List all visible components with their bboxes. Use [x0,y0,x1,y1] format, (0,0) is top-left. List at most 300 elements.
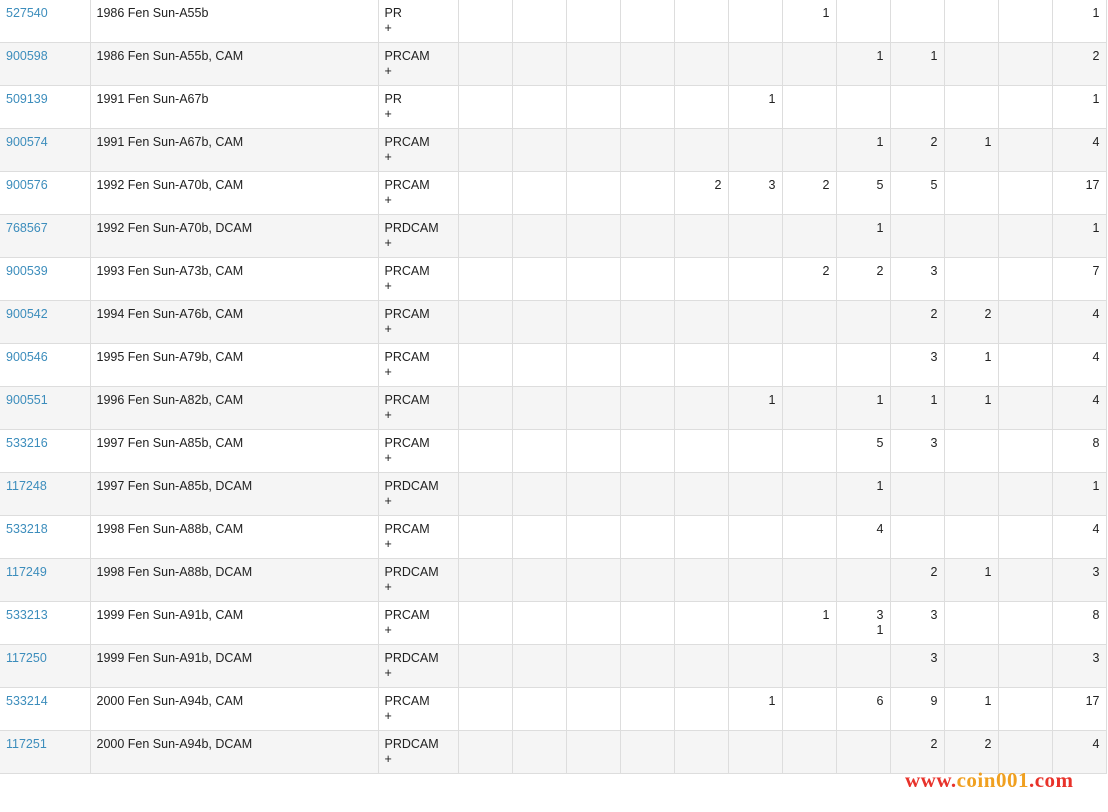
grade-plus-label: + [384,451,392,465]
cell-grade-type [378,602,458,645]
grade-plus-label: + [384,236,392,250]
cell-coin-id[interactable]: 533214 [0,688,90,731]
cell-grade-count [458,387,512,430]
cell-grade-count: 1 [728,688,782,731]
cell-grade-count [998,215,1052,258]
grade-type-label: PRCAM [384,436,430,450]
table-row [0,215,1106,258]
cell-coin-name: 1991 Fen Sun-A67b [90,86,378,129]
cell-grade-count [566,172,620,215]
cell-grade-type [378,516,458,559]
cell-grade-count [998,688,1052,731]
cell-coin-name: 1986 Fen Sun-A55b, CAM [90,43,378,86]
cell-grade-count [620,344,674,387]
cell-grade-count [512,559,566,602]
cell-grade-count [674,215,728,258]
cell-grade-count: 2 [890,559,944,602]
table-row [0,258,1106,301]
cell-grade-count [566,559,620,602]
grade-plus-label: + [384,279,392,293]
cell-grade-count [458,344,512,387]
cell-grade-count [782,215,836,258]
cell-grade-count [944,258,998,301]
cell-grade-count [620,86,674,129]
cell-grade-count [512,301,566,344]
grade-plus-label: + [384,322,392,336]
cell-grade-count: 1 [836,129,890,172]
cell-coin-id[interactable]: 900546 [0,344,90,387]
cell-total: 4 [1052,344,1106,387]
cell-grade-count [674,645,728,688]
cell-grade-count [674,731,728,774]
cell-total: 7 [1052,258,1106,301]
grade-plus-label: + [384,150,392,164]
grade-plus-label: + [384,193,392,207]
cell-grade-count [620,387,674,430]
cell-grade-count [728,43,782,86]
cell-coin-id[interactable]: 533213 [0,602,90,645]
cell-grade-count: 3 [890,645,944,688]
cell-coin-id[interactable]: 117249 [0,559,90,602]
cell-grade-count [998,43,1052,86]
grade-count-value: 1 [876,623,884,637]
grade-plus-label: + [384,580,392,594]
cell-grade-count [674,473,728,516]
cell-total: 4 [1052,387,1106,430]
cell-grade-count: 2 [674,172,728,215]
table-row [0,0,1106,43]
cell-grade-count [782,516,836,559]
table-row [0,129,1106,172]
cell-grade-count [998,430,1052,473]
cell-coin-id[interactable]: 117251 [0,731,90,774]
grade-type-label: PRDCAM [384,479,439,493]
cell-grade-count: 6 [836,688,890,731]
cell-grade-count [566,645,620,688]
grade-type-label: PRCAM [384,135,430,149]
cell-grade-count [566,688,620,731]
cell-grade-type [378,0,458,43]
cell-grade-count [998,0,1052,43]
cell-grade-count [836,344,890,387]
cell-grade-type [378,430,458,473]
cell-total: 3 [1052,559,1106,602]
cell-coin-name: 1994 Fen Sun-A76b, CAM [90,301,378,344]
cell-coin-name: 2000 Fen Sun-A94b, CAM [90,688,378,731]
cell-grade-type [378,258,458,301]
cell-coin-name: 1998 Fen Sun-A88b, DCAM [90,559,378,602]
cell-grade-count [620,215,674,258]
watermark-com: .com [1028,768,1074,792]
cell-grade-count [512,344,566,387]
grade-plus-label: + [384,365,392,379]
cell-grade-count [566,430,620,473]
cell-total: 8 [1052,602,1106,645]
cell-grade-count [512,387,566,430]
cell-grade-count [566,43,620,86]
cell-grade-count [836,301,890,344]
grade-plus-label: + [384,494,392,508]
cell-total: 1 [1052,473,1106,516]
cell-grade-count: 1 [944,129,998,172]
cell-grade-count [512,645,566,688]
table-row [0,731,1106,774]
cell-grade-count: 3 [890,602,944,645]
cell-grade-count [458,86,512,129]
table-row [0,473,1106,516]
cell-total: 8 [1052,430,1106,473]
cell-grade-count [782,731,836,774]
grade-type-label: PRCAM [384,307,430,321]
cell-grade-count [944,0,998,43]
cell-grade-type [378,344,458,387]
cell-grade-count [458,516,512,559]
cell-grade-count: 1 [836,387,890,430]
cell-grade-count [674,516,728,559]
cell-grade-type [378,86,458,129]
cell-grade-count [512,258,566,301]
cell-grade-count [890,86,944,129]
cell-grade-count [458,43,512,86]
cell-grade-count [944,172,998,215]
cell-grade-count [620,516,674,559]
cell-grade-count [512,0,566,43]
grade-type-label: PR [384,6,402,20]
cell-grade-count [998,129,1052,172]
cell-grade-count [566,0,620,43]
cell-grade-count [944,430,998,473]
table-row [0,602,1106,645]
cell-grade-count [512,731,566,774]
cell-coin-id[interactable]: 117248 [0,473,90,516]
cell-grade-count [620,0,674,43]
cell-coin-name: 2000 Fen Sun-A94b, DCAM [90,731,378,774]
cell-grade-count [566,215,620,258]
cell-grade-count [728,731,782,774]
cell-grade-count [566,86,620,129]
table-row [0,344,1106,387]
cell-coin-name: 1997 Fen Sun-A85b, DCAM [90,473,378,516]
cell-grade-count: 5 [836,430,890,473]
cell-grade-count [998,387,1052,430]
cell-grade-count [566,473,620,516]
cell-grade-count [620,172,674,215]
grade-type-label: PRCAM [384,522,430,536]
cell-grade-count [674,688,728,731]
cell-coin-id[interactable]: 117250 [0,645,90,688]
cell-coin-id[interactable]: 527540 [0,0,90,43]
cell-grade-count [782,473,836,516]
table-row [0,688,1106,731]
cell-grade-count [566,602,620,645]
cell-coin-id[interactable]: 900551 [0,387,90,430]
grade-plus-label: + [384,64,392,78]
grade-type-label: PRCAM [384,393,430,407]
cell-coin-id[interactable]: 900542 [0,301,90,344]
grade-plus-label: + [384,666,392,680]
cell-grade-count: 3 [890,344,944,387]
cell-grade-count [512,688,566,731]
cell-coin-id[interactable]: 533216 [0,430,90,473]
table-row [0,301,1106,344]
cell-grade-count [674,602,728,645]
cell-total: 17 [1052,688,1106,731]
cell-grade-count [458,0,512,43]
cell-grade-count [782,301,836,344]
cell-grade-count [782,559,836,602]
cell-grade-type [378,731,458,774]
grade-type-label: PRCAM [384,178,430,192]
cell-grade-count [674,0,728,43]
table-row [0,430,1106,473]
cell-grade-count: 5 [890,172,944,215]
cell-grade-count [944,473,998,516]
cell-grade-count [458,731,512,774]
cell-coin-name: 1999 Fen Sun-A91b, CAM [90,602,378,645]
cell-coin-name: 1999 Fen Sun-A91b, DCAM [90,645,378,688]
cell-grade-count [674,559,728,602]
cell-grade-count [620,688,674,731]
cell-grade-count [728,602,782,645]
cell-grade-count: 3 [890,258,944,301]
grade-plus-label: + [384,408,392,422]
cell-grade-count [674,301,728,344]
cell-grade-count [674,86,728,129]
cell-grade-count [566,387,620,430]
cell-grade-count: 1 [944,559,998,602]
cell-grade-count [944,86,998,129]
cell-grade-count [998,86,1052,129]
cell-grade-count [944,215,998,258]
cell-grade-count [782,86,836,129]
grade-plus-label: + [384,623,392,637]
table-row [0,559,1106,602]
cell-grade-count [512,516,566,559]
cell-grade-count [836,0,890,43]
grade-plus-label: + [384,752,392,766]
cell-grade-count [728,344,782,387]
cell-grade-count [782,387,836,430]
cell-grade-count [998,258,1052,301]
cell-grade-count [566,344,620,387]
cell-grade-count [620,645,674,688]
grade-plus-label: + [384,537,392,551]
cell-grade-count [620,258,674,301]
cell-grade-count [674,430,728,473]
cell-grade-count [944,645,998,688]
cell-grade-count [458,559,512,602]
cell-grade-count [890,0,944,43]
cell-grade-count [512,86,566,129]
cell-grade-count [512,43,566,86]
table-row [0,516,1106,559]
cell-grade-count [620,602,674,645]
cell-grade-count [836,86,890,129]
cell-grade-type [378,172,458,215]
cell-grade-count [674,258,728,301]
cell-grade-count [998,602,1052,645]
cell-grade-count [458,172,512,215]
cell-grade-count [890,516,944,559]
cell-grade-count [728,215,782,258]
grade-type-label: PRCAM [384,694,430,708]
cell-grade-count [512,602,566,645]
cell-grade-count [512,172,566,215]
cell-grade-count [998,731,1052,774]
cell-grade-count: 5 [836,172,890,215]
cell-total: 1 [1052,215,1106,258]
cell-grade-count [566,258,620,301]
cell-grade-count [998,172,1052,215]
cell-grade-count [566,516,620,559]
cell-total: 3 [1052,645,1106,688]
cell-grade-count [458,602,512,645]
cell-grade-count: 1 [890,387,944,430]
cell-grade-count [458,473,512,516]
grade-type-label: PRCAM [384,350,430,364]
cell-coin-name: 1993 Fen Sun-A73b, CAM [90,258,378,301]
cell-grade-count: 1 [836,43,890,86]
table-row [0,387,1106,430]
cell-grade-count [890,473,944,516]
cell-grade-count: 1 [782,0,836,43]
watermark-001: 001 [995,768,1029,792]
cell-grade-count [674,43,728,86]
cell-grade-count: 2 [890,129,944,172]
cell-grade-count [620,731,674,774]
cell-grade-count [728,559,782,602]
table-row [0,86,1106,129]
grade-type-label: PRDCAM [384,651,439,665]
cell-grade-count [728,645,782,688]
cell-grade-count [458,430,512,473]
cell-grade-count [728,129,782,172]
grade-type-label: PRCAM [384,264,430,278]
cell-grade-count [782,688,836,731]
cell-grade-count: 1 [944,688,998,731]
cell-grade-count: 2 [782,172,836,215]
cell-grade-count [566,129,620,172]
cell-grade-type [378,473,458,516]
cell-grade-count [620,559,674,602]
cell-coin-id[interactable]: 533218 [0,516,90,559]
grade-type-label: PR [384,92,402,106]
cell-grade-count [674,344,728,387]
cell-grade-count: 1 [836,473,890,516]
cell-grade-count [890,215,944,258]
cell-grade-type [378,387,458,430]
cell-grade-count [944,43,998,86]
cell-coin-id[interactable]: 900574 [0,129,90,172]
cell-coin-name: 1992 Fen Sun-A70b, CAM [90,172,378,215]
cell-grade-count [512,215,566,258]
cell-total: 4 [1052,129,1106,172]
cell-grade-count [620,43,674,86]
cell-grade-count: 3 [728,172,782,215]
cell-coin-id[interactable]: 509139 [0,86,90,129]
cell-grade-count [782,430,836,473]
cell-grade-count [728,0,782,43]
cell-grade-count [458,645,512,688]
cell-grade-count [998,473,1052,516]
cell-grade-count [512,129,566,172]
cell-grade-type [378,559,458,602]
cell-grade-count [458,301,512,344]
cell-grade-count [566,731,620,774]
cell-grade-count: 1 [728,86,782,129]
cell-grade-type [378,688,458,731]
cell-grade-count [782,129,836,172]
cell-total: 4 [1052,516,1106,559]
cell-grade-count: 2 [782,258,836,301]
cell-grade-count [620,430,674,473]
grade-type-label: PRDCAM [384,737,439,751]
cell-total: 2 [1052,43,1106,86]
cell-grade-count: 9 [890,688,944,731]
cell-grade-count: 2 [836,258,890,301]
cell-coin-id[interactable]: 900539 [0,258,90,301]
cell-grade-count [458,688,512,731]
cell-grade-type [378,129,458,172]
cell-coin-id[interactable]: 768567 [0,215,90,258]
cell-grade-count: 1 [836,215,890,258]
cell-grade-count: 2 [944,301,998,344]
grade-plus-label: + [384,709,392,723]
cell-grade-count [998,516,1052,559]
grade-plus-label: + [384,107,392,121]
table-row [0,43,1106,86]
cell-grade-count: 1 [944,344,998,387]
cell-grade-count [836,645,890,688]
cell-total: 4 [1052,731,1106,774]
cell-grade-count [782,344,836,387]
cell-grade-count [566,301,620,344]
grade-count-value: 3 [876,608,884,622]
cell-grade-count [728,258,782,301]
cell-grade-count: 2 [890,301,944,344]
cell-grade-count [944,516,998,559]
cell-grade-count [458,215,512,258]
cell-grade-count [836,559,890,602]
grade-type-label: PRDCAM [384,565,439,579]
cell-coin-name: 1991 Fen Sun-A67b, CAM [90,129,378,172]
cell-coin-id[interactable]: 900576 [0,172,90,215]
cell-grade-count [998,559,1052,602]
cell-grade-count [512,473,566,516]
grade-type-label: PRCAM [384,49,430,63]
cell-grade-count: 2 [890,731,944,774]
cell-grade-count [674,387,728,430]
cell-grade-type [378,301,458,344]
cell-grade-count: 1 [944,387,998,430]
cell-grade-count [836,731,890,774]
cell-coin-name: 1998 Fen Sun-A88b, CAM [90,516,378,559]
cell-coin-name: 1996 Fen Sun-A82b, CAM [90,387,378,430]
cell-grade-count [458,258,512,301]
cell-grade-count [512,430,566,473]
cell-grade-count [728,430,782,473]
cell-total: 1 [1052,0,1106,43]
cell-grade-count: 1 [890,43,944,86]
cell-grade-count: 1 [782,602,836,645]
cell-total: 4 [1052,301,1106,344]
cell-grade-count [998,301,1052,344]
cell-total: 1 [1052,86,1106,129]
cell-grade-count: 1 [728,387,782,430]
cell-coin-id[interactable]: 900598 [0,43,90,86]
cell-grade-count [782,43,836,86]
grade-plus-label: + [384,21,392,35]
